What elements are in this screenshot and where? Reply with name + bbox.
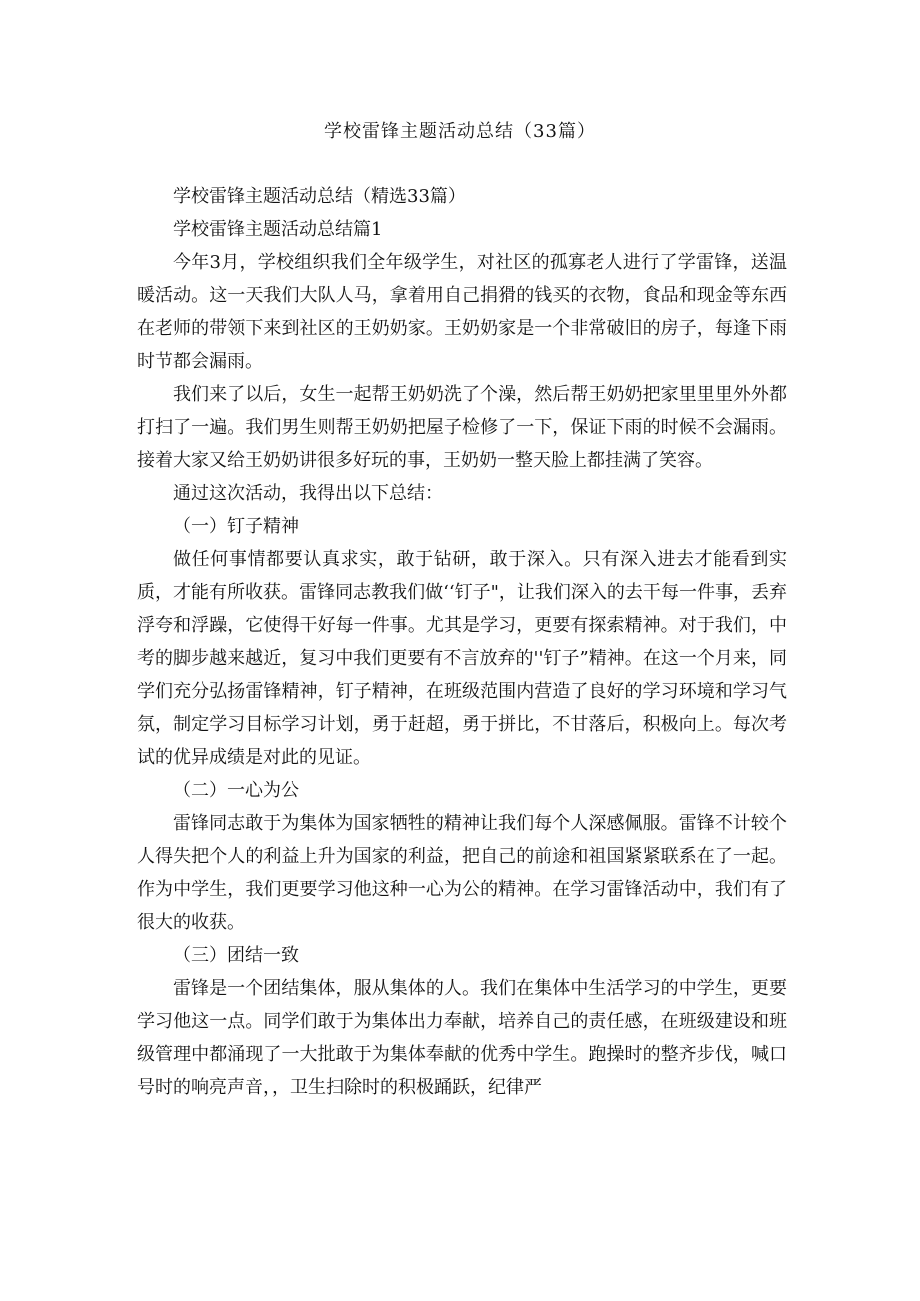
subheading-selfless: （二）一心为公 (173, 780, 299, 801)
paragraph-3: 通过这次活动，我得出以下总结： (173, 483, 443, 504)
document-subtitle: 学校雷锋主题活动总结（精选33篇） (173, 186, 466, 207)
paragraph-2: 我们来了以后，女生一起帮王奶奶洗了个澡，然后帮王奶奶把家里里里外外都打扫了一遍。我们男生则帮王奶奶把屋子检修了一下，保证下雨的时候不会漏雨。接着大家又给王奶奶讲很多好玩的事，王奶奶一整天脸上都挂满了笑容。 (137, 384, 787, 471)
paragraph-4: 做任何事情都要认真求实，敢于钻研，敢于深入。只有深入进去才能看到实质，才能有所收获。雷锋同志教我们做‘‘钉子"，让我们深入的去干每一件事，丢弃浮夸和浮躁，它使得干好每一件事。尤其是学习，更要有探索精神。对于我们，中考的脚步越来越近，复习中我们更要有不言放弃的''钉子”精神。在这一个月来，同学们充分弘扬雷锋精神，钉子精神，在班级范围内营造了良好的学习环境和学习气氛，制定学习目标学习计划，勇于赶超，勇于拼比，不甘落后，积极向上。每次考试的优异成绩是对此的见证。 (137, 549, 787, 768)
document-body (137, 180, 787, 1104)
subheading-unity: （三）团结一致 (173, 945, 299, 966)
paragraph-5: 雷锋同志敢于为集体为国家牺牲的精神让我们每个人深感佩服。雷锋不计较个人得失把个人的利益上升为国家的利益，把自己的前途和祖国紧紧联系在了一起。作为中学生，我们更要学习他这种一心为公的精神。在学习雷锋活动中，我们有了很大的收获。 (137, 813, 787, 933)
section-title: 学校雷锋主题活动总结篇1 (173, 219, 383, 240)
paragraph-6: 雷锋是一个团结集体，服从集体的人。我们在集体中生活学习的中学生，更要学习他这一点。同学们敢于为集体出力奉献，培养自己的责任感，在班级建设和班级管理中都涌现了一大批敢于为集体奉献的优秀中学生。跑操时的整齐步伐，喊口号时的响亮声音，，卫生扫除时的积极踊跃，纪律严 (137, 978, 787, 1098)
document-title: 学校雷锋主题活动总结（33篇） (324, 121, 596, 142)
paragraph-1: 今年3月，学校组织我们全年级学生，对社区的孤寡老人进行了学雷锋，送温暖活动。这一天我们大队人马，拿着用自己捐猾的钱买的衣物，食品和现金等东西在老师的带领下来到社区的王奶奶家。王奶奶家是一个非常破旧的房子，每逢下雨时节都会漏雨。 (137, 252, 787, 372)
subheading-nail-spirit: （一）钉子精神 (173, 516, 299, 537)
